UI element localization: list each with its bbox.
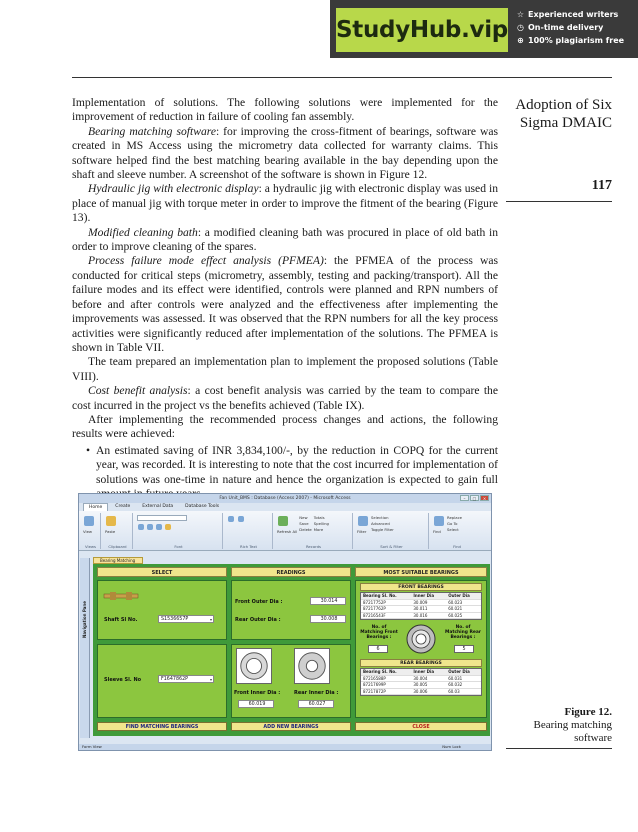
font-name-select[interactable] xyxy=(137,515,187,521)
view-icon[interactable] xyxy=(84,516,94,526)
ribbon-label: Refresh All xyxy=(277,529,298,534)
font-color-icon[interactable] xyxy=(165,524,171,530)
group-label: Sort & Filter xyxy=(380,544,403,549)
ribbon-label[interactable]: Delete xyxy=(299,527,312,532)
column-header[interactable]: Bearing Sl. No. xyxy=(363,669,397,674)
cell: 30.004 xyxy=(413,675,428,681)
column-header[interactable]: Outer Dia xyxy=(448,669,470,674)
chevron-down-icon[interactable]: ▾ xyxy=(209,677,212,682)
group-label: Clipboard xyxy=(108,544,127,549)
select-header: SELECT xyxy=(97,567,227,577)
find-words xyxy=(447,515,462,535)
paragraph xyxy=(72,226,498,255)
cell: 30.011 xyxy=(413,606,428,611)
ribbon-label[interactable]: Replace xyxy=(447,515,463,520)
shaft-combo[interactable] xyxy=(158,615,214,623)
rear-outer-label: Rear Outer Dia : xyxy=(235,617,281,623)
close-button[interactable]: CLOSE xyxy=(355,722,487,731)
underline-icon[interactable] xyxy=(156,524,162,530)
table-row[interactable] xyxy=(361,613,481,620)
shaft-label: Shaft Sl No. xyxy=(104,617,138,623)
cell: 87216588P xyxy=(363,675,386,681)
bullet-text: An estimated saving of INR 3,834,100/-, by the reduction in COPQ for the current year, was recorded. It is interesting to note that the cost incurred for implementation of solutions was one-time in nature and hence the organization is expected to gain full xyxy=(96,443,498,486)
paragraph-text: : a modified cleaning bath was procured in place of old bath in order to improve cleaning of the spares. xyxy=(72,225,498,254)
front-bearing-image-icon xyxy=(236,648,272,684)
cell: 60.025 xyxy=(448,612,463,618)
perk-item xyxy=(516,21,636,34)
ribbon-group-find xyxy=(431,513,483,549)
filter-icon[interactable] xyxy=(358,516,368,526)
side-divider xyxy=(506,201,612,202)
cell: 87217699P xyxy=(363,682,386,687)
column-header[interactable]: Bearing Sl. No. xyxy=(363,593,397,598)
ribbon-label[interactable]: Totals xyxy=(313,515,325,520)
running-title-line: Adoption of Six xyxy=(515,97,612,113)
column-header[interactable]: Inner Dia xyxy=(413,669,435,674)
ribbon-group-rich-text xyxy=(225,513,273,549)
tab-database-tools[interactable]: Database Tools xyxy=(185,504,220,509)
cell: 87217762P xyxy=(363,606,386,611)
paragraph: Implementation of solutions. The following solutions were implemented for the improvement of reduction in failure of cooling fan assembly. xyxy=(72,96,498,124)
caption-divider xyxy=(506,748,612,749)
figure-label: Figure 12. xyxy=(564,706,612,718)
running-title-line: Sigma DMAIC xyxy=(519,115,612,131)
cell: 30.005 xyxy=(413,682,428,687)
front-bearings-header: FRONT BEARINGS xyxy=(360,583,482,591)
rear-bearing-image-icon xyxy=(294,648,330,684)
rear-bearings-grid[interactable] xyxy=(360,668,482,696)
italic-icon[interactable] xyxy=(147,524,153,530)
navigation-pane[interactable] xyxy=(80,558,90,738)
shaft-panel xyxy=(97,580,227,640)
ribbon-label: View xyxy=(83,529,93,534)
perk-text: 100% plagiarism free xyxy=(528,36,625,45)
cell: 87217752P xyxy=(363,599,386,605)
list-icon[interactable] xyxy=(238,516,244,522)
ribbon-tabs xyxy=(79,503,491,511)
refresh-block xyxy=(277,515,297,535)
records-words xyxy=(299,515,311,535)
page-number: 117 xyxy=(591,178,612,193)
navigation-pane-label: Navigation Pane xyxy=(82,601,87,638)
records-words xyxy=(314,515,329,535)
bullet-mark: • xyxy=(86,443,91,457)
status-left: Form View xyxy=(82,744,102,749)
cell: 60.032 xyxy=(448,682,463,687)
ribbon-group-font xyxy=(135,513,223,549)
front-outer-field[interactable]: 30.014 xyxy=(310,597,346,605)
ribbon-label[interactable]: Spelling xyxy=(313,521,329,526)
paragraph-text: : the PFMEA of the process was conducted for critical steps (micrometry, assembly, testing and packing/transport). All the failure modes and its effect were identified, controls were planned and RPN numbers of before and after controls were analyzed and the effectiveness after implementing the improvements was assessed. It was observed that the RPN numbers for all the key process activities were significantly reduced after implementation of the solutions. The PFMEA is shown in Table VII. xyxy=(72,254,498,354)
paragraph-lead: Process failure mode effect analysis (PFMEA) xyxy=(88,254,324,268)
group-label: Find xyxy=(453,544,461,549)
paragraph-lead: Bearing matching software xyxy=(88,124,216,138)
ribbon-group-records xyxy=(275,513,353,549)
clock-icon: ◷ xyxy=(517,23,524,32)
font-buttons xyxy=(137,523,220,531)
find-block xyxy=(433,515,445,535)
cell: 30.009 xyxy=(413,599,428,605)
match-rear-count: 5 xyxy=(454,645,474,653)
find-icon[interactable] xyxy=(434,516,444,526)
align-icon[interactable] xyxy=(228,516,234,522)
perk-item xyxy=(516,8,636,21)
column-header[interactable]: Outer Dia xyxy=(448,593,470,598)
ribbon-label[interactable]: More xyxy=(313,527,324,532)
sleeve-label: Sleeve Sl. No xyxy=(104,677,142,683)
paragraph-lead: Cost benefit analysis xyxy=(88,384,188,398)
inner-readings-panel xyxy=(231,644,351,718)
rear-outer-field[interactable]: 30.008 xyxy=(310,615,346,623)
maximize-icon[interactable]: □ xyxy=(470,495,479,501)
cell: 87216543F xyxy=(363,612,386,618)
find-matching-bearings-button[interactable]: FIND MATCHING BEARINGS xyxy=(97,722,227,731)
front-inner-label: Front Inner Dia : xyxy=(234,690,281,696)
minimize-icon[interactable]: – xyxy=(460,495,469,501)
ribbon-label: Find xyxy=(433,529,441,534)
window-title: Fan Unit_BMS : Database (Access 2007) - Microsoft Access xyxy=(219,496,351,501)
cell: 30.016 xyxy=(413,612,428,618)
find-content xyxy=(433,515,481,535)
paragraph: After implementing the recommended process changes and actions, the following results were achieved: xyxy=(72,412,498,441)
paste-icon[interactable] xyxy=(106,516,116,526)
shaft-icon xyxy=(102,585,142,607)
tab-home[interactable]: Home xyxy=(83,503,108,511)
figure-caption-line: software xyxy=(574,732,612,744)
group-label: Views xyxy=(85,544,96,549)
running-title xyxy=(506,96,612,132)
cell: 87217872P xyxy=(363,688,386,694)
ribbon-group-views xyxy=(81,513,101,549)
ribbon-label[interactable]: Toggle Filter xyxy=(371,527,394,532)
window-controls xyxy=(460,495,489,501)
paragraph-text: : a cost benefit analysis was carried by the team to compare the cost incurred in the project vs the benefits achieved (Table IX). xyxy=(72,384,498,412)
article-body xyxy=(72,96,498,501)
cell: 60.021 xyxy=(448,606,463,611)
group-label: Font xyxy=(174,544,183,549)
paragraph-lead: Modified cleaning bath xyxy=(88,225,198,239)
match-rear-label: No. of Matching Rear Bearings : xyxy=(445,625,481,640)
refresh-icon[interactable] xyxy=(278,516,288,526)
paragraph xyxy=(72,254,498,355)
figure-caption xyxy=(506,706,612,745)
paragraph xyxy=(72,182,498,225)
ribbon-label[interactable]: Save xyxy=(299,521,309,526)
ribbon-group-clipboard xyxy=(103,513,133,549)
filter-block xyxy=(357,515,369,535)
cell: 60.023 xyxy=(448,599,463,605)
cell: 60.031 xyxy=(448,675,463,681)
close-icon[interactable]: × xyxy=(480,495,489,501)
column-header[interactable]: Inner Dia xyxy=(413,593,435,598)
group-label: Records xyxy=(305,544,322,549)
form-tab-bearing-matching[interactable]: Bearing Matching xyxy=(93,557,143,564)
rear-bearings-header: REAR BEARINGS xyxy=(360,659,482,667)
status-right: Num Lock xyxy=(442,744,461,749)
readings-header: READINGS xyxy=(231,567,351,577)
figure-caption-line: Bearing matching xyxy=(533,719,612,731)
filter-words xyxy=(371,515,394,535)
perk-text: On-time delivery xyxy=(528,23,604,32)
tab-external-data[interactable]: External Data xyxy=(142,504,174,509)
sleeve-value: F1647862P xyxy=(161,677,189,682)
add-new-bearings-button[interactable]: ADD NEW BEARINGS xyxy=(231,722,351,731)
access-screenshot xyxy=(78,493,492,751)
chevron-down-icon[interactable]: ▾ xyxy=(209,617,212,622)
ribbon-group-sort-filter xyxy=(355,513,429,549)
match-front-count: 6 xyxy=(368,645,388,653)
filter-content xyxy=(357,515,426,535)
ribbon-label: Paste xyxy=(105,529,116,534)
star-icon: ☆ xyxy=(516,10,525,19)
sleeve-combo[interactable] xyxy=(158,675,214,683)
ribbon-label[interactable]: Selection xyxy=(371,515,389,520)
rear-inner-field[interactable]: 60.027 xyxy=(298,700,334,708)
window-titlebar xyxy=(79,494,491,503)
suitable-panel xyxy=(355,580,487,718)
table-row[interactable] xyxy=(361,689,481,696)
ribbon-label[interactable]: Go To xyxy=(447,521,458,526)
perk-text: Experienced writers xyxy=(528,10,619,19)
top-divider xyxy=(72,77,612,78)
shaft-value: S1536657P xyxy=(161,617,189,622)
paragraph xyxy=(72,125,498,183)
match-front-label: No. of Matching Front Bearings : xyxy=(360,625,398,640)
paragraph-lead: Hydraulic jig with electronic display xyxy=(88,182,259,196)
front-outer-label: Front Outer Dia : xyxy=(235,599,283,605)
ribbon xyxy=(79,511,491,551)
paragraph-text: : a hydraulic jig with electronic display was used in place of manual jig with torque meter in order to improve the fitment of the bearing (Figure 13). xyxy=(72,182,498,225)
brand-logo[interactable]: StudyHub.vip xyxy=(336,8,508,52)
rear-inner-label: Rear Inner Dia : xyxy=(294,690,339,696)
paragraph xyxy=(72,384,498,413)
status-bar xyxy=(79,744,491,750)
front-inner-field[interactable]: 60.019 xyxy=(238,700,274,708)
bearing-matching-form xyxy=(93,564,490,736)
tab-create[interactable]: Create xyxy=(115,504,131,509)
perks-list xyxy=(516,8,636,47)
ribbon-label[interactable]: New xyxy=(299,515,308,520)
paragraph: The team prepared an implementation plan to implement the proposed solutions (Table VIII). xyxy=(72,355,498,383)
records-content xyxy=(277,515,350,535)
bearing-icon xyxy=(405,623,437,655)
sleeve-panel xyxy=(97,644,227,718)
perk-item xyxy=(516,34,636,47)
ribbon-label[interactable]: Advanced xyxy=(371,521,390,526)
badge-icon: ⊕ xyxy=(517,36,524,45)
ribbon-label[interactable]: Select xyxy=(447,527,459,532)
cell: 30.006 xyxy=(413,688,428,694)
group-label: Rich Text xyxy=(239,544,258,549)
suitable-header: MOST SUITABLE BEARINGS xyxy=(355,567,487,577)
paragraph-text: : for improving the cross-fitment of bearings, software was created in MS Access using the micrometry data collected for warranty claims. This software helped find the best matching bearing available in the bay depending upon the shaft and sleeve number. A screenshot of the software is shown in Figure 12. xyxy=(72,124,498,182)
outer-readings-panel xyxy=(231,580,351,640)
front-bearings-grid[interactable] xyxy=(360,592,482,620)
cell: 60.03 xyxy=(448,688,460,694)
ribbon-label: Filter xyxy=(357,529,367,534)
bold-icon[interactable] xyxy=(138,524,144,530)
